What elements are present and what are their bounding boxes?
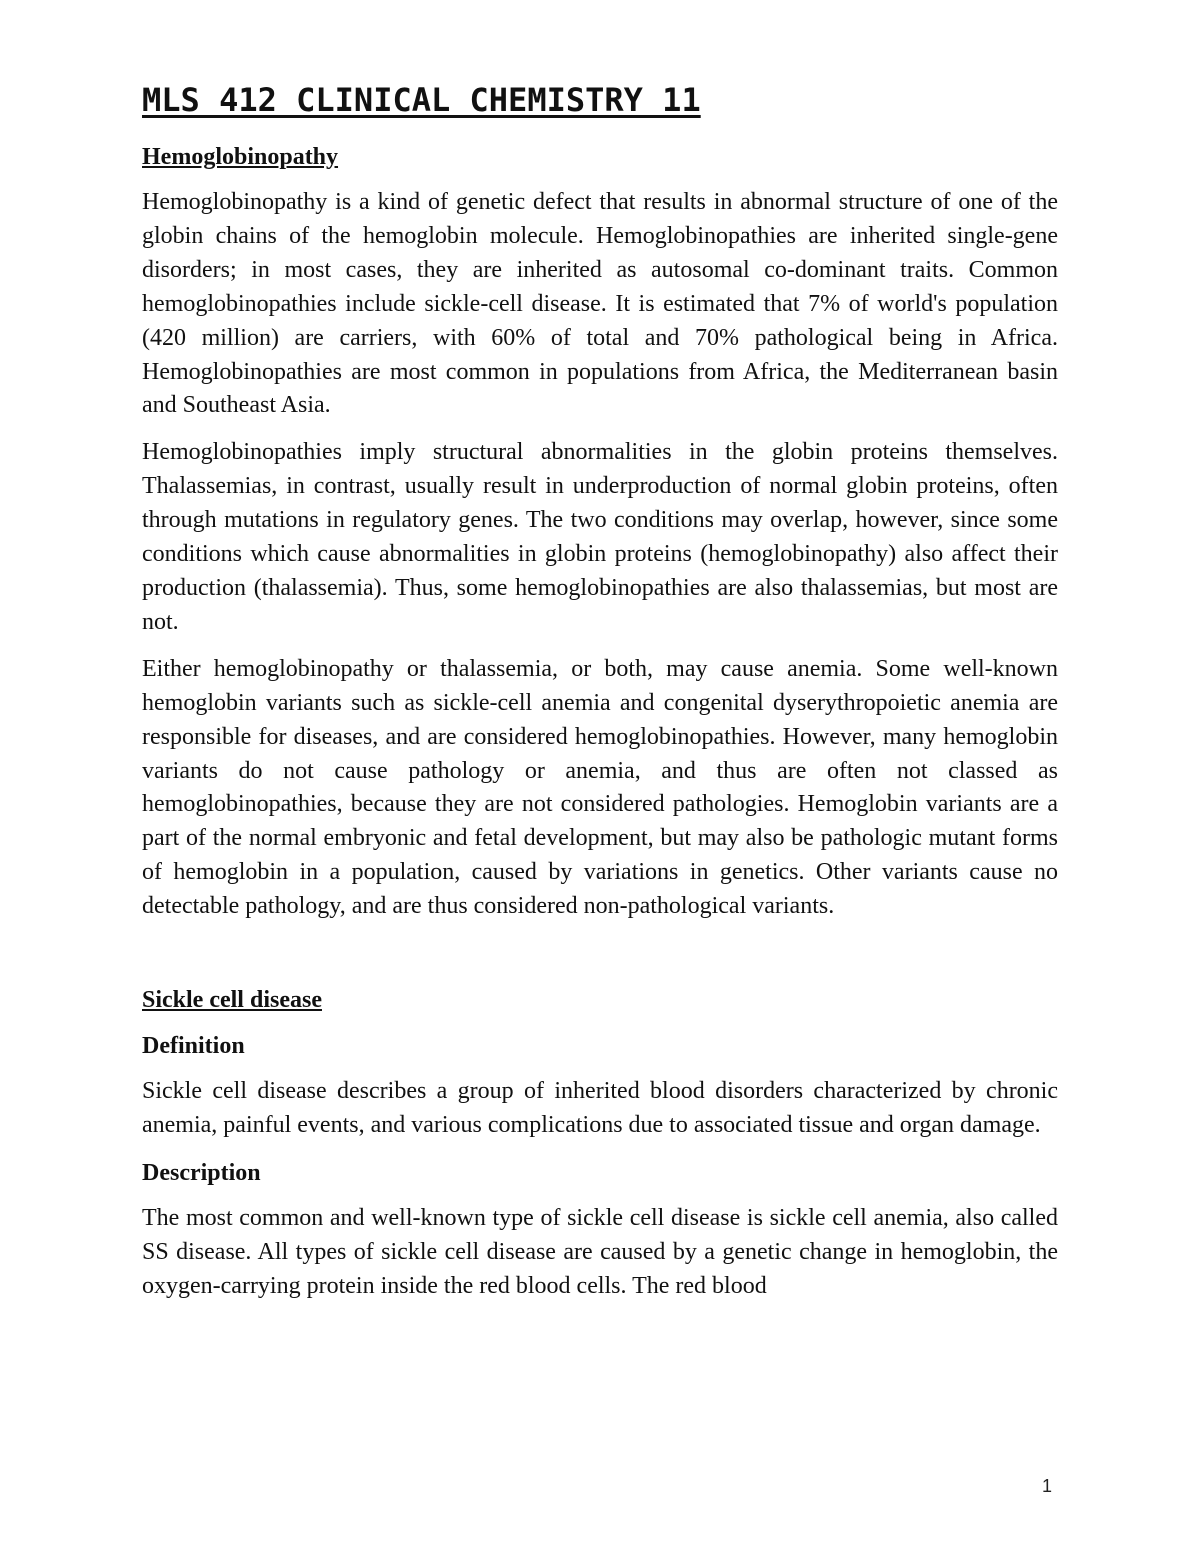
paragraph: Either hemoglobinopathy or thalassemia, or both, may cause anemia. Some well-known hemoglobin variants such as sickle-cell anemia and congenital dyserythropoietic anemia are responsible for diseases, and are considered hemoglobinopathies. However, many hemoglobin variants do not cause pathology or anemia, and thus are often not classed as hemoglobinopathies, because they are not considered pathologies. Hemoglobin variants are a part of the normal embryonic and fetal development, but may also be pathologic mutant forms of hemoglobin in a population, caused by variations in genetics. Other variants cause no detectable pathology, and are thus considered non-pathological variants. [142, 655, 1058, 920]
page-number: 1 [1042, 1476, 1053, 1496]
section-heading-hemoglobinopathy: Hemoglobinopathy [142, 144, 339, 170]
paragraph: Hemoglobinopathy is a kind of genetic defect that results in abnormal structure of one of the globin chains of the hemoglobin molecule. Hemoglobinopathies are inherited single-gene disorders; in most cases, they are inherited as autosomal co-dominant traits. Common hemoglobinopathies include sickle-cell disease. It is estimated that 7% of world's population (420 million) are carriers, with 60% of total and 70% pathological being in Africa. Hemoglobinopathies are most common in populations from Africa, the Mediterranean basin and Southeast Asia. [142, 189, 1058, 419]
subheading-definition: Definition [142, 1033, 245, 1060]
page-content [142, 78, 1058, 1304]
document-title: MLS 412 CLINICAL CHEMISTRY 11 [142, 81, 701, 119]
subheading-description: Description [142, 1159, 261, 1186]
section-heading-sickle-cell: Sickle cell disease [142, 987, 322, 1014]
paragraph: The most common and well-known type of sickle cell disease is sickle cell anemia, also called SS disease. All types of sickle cell disease are caused by a genetic change in hemoglobin, the oxygen-carrying protein inside the red blood cells. The red blood [142, 1204, 1058, 1299]
paragraph: Sickle cell disease describes a group of inherited blood disorders characterized by chronic anemia, painful events, and various complications due to associated tissue and organ damage. [142, 1078, 1058, 1138]
section-spacer [142, 937, 1058, 983]
paragraph: Hemoglobinopathies imply structural abnormalities in the globin proteins themselves. Thalassemias, in contrast, usually result in underproduction of normal globin proteins, often through mutations in regulatory genes. The two conditions may overlap, however, since some conditions which cause abnormalities in globin proteins (hemoglobinopathy) also affect their production (thalassemia). Thus, some hemoglobinopathies are also thalassemias, but most are not. [142, 439, 1058, 635]
